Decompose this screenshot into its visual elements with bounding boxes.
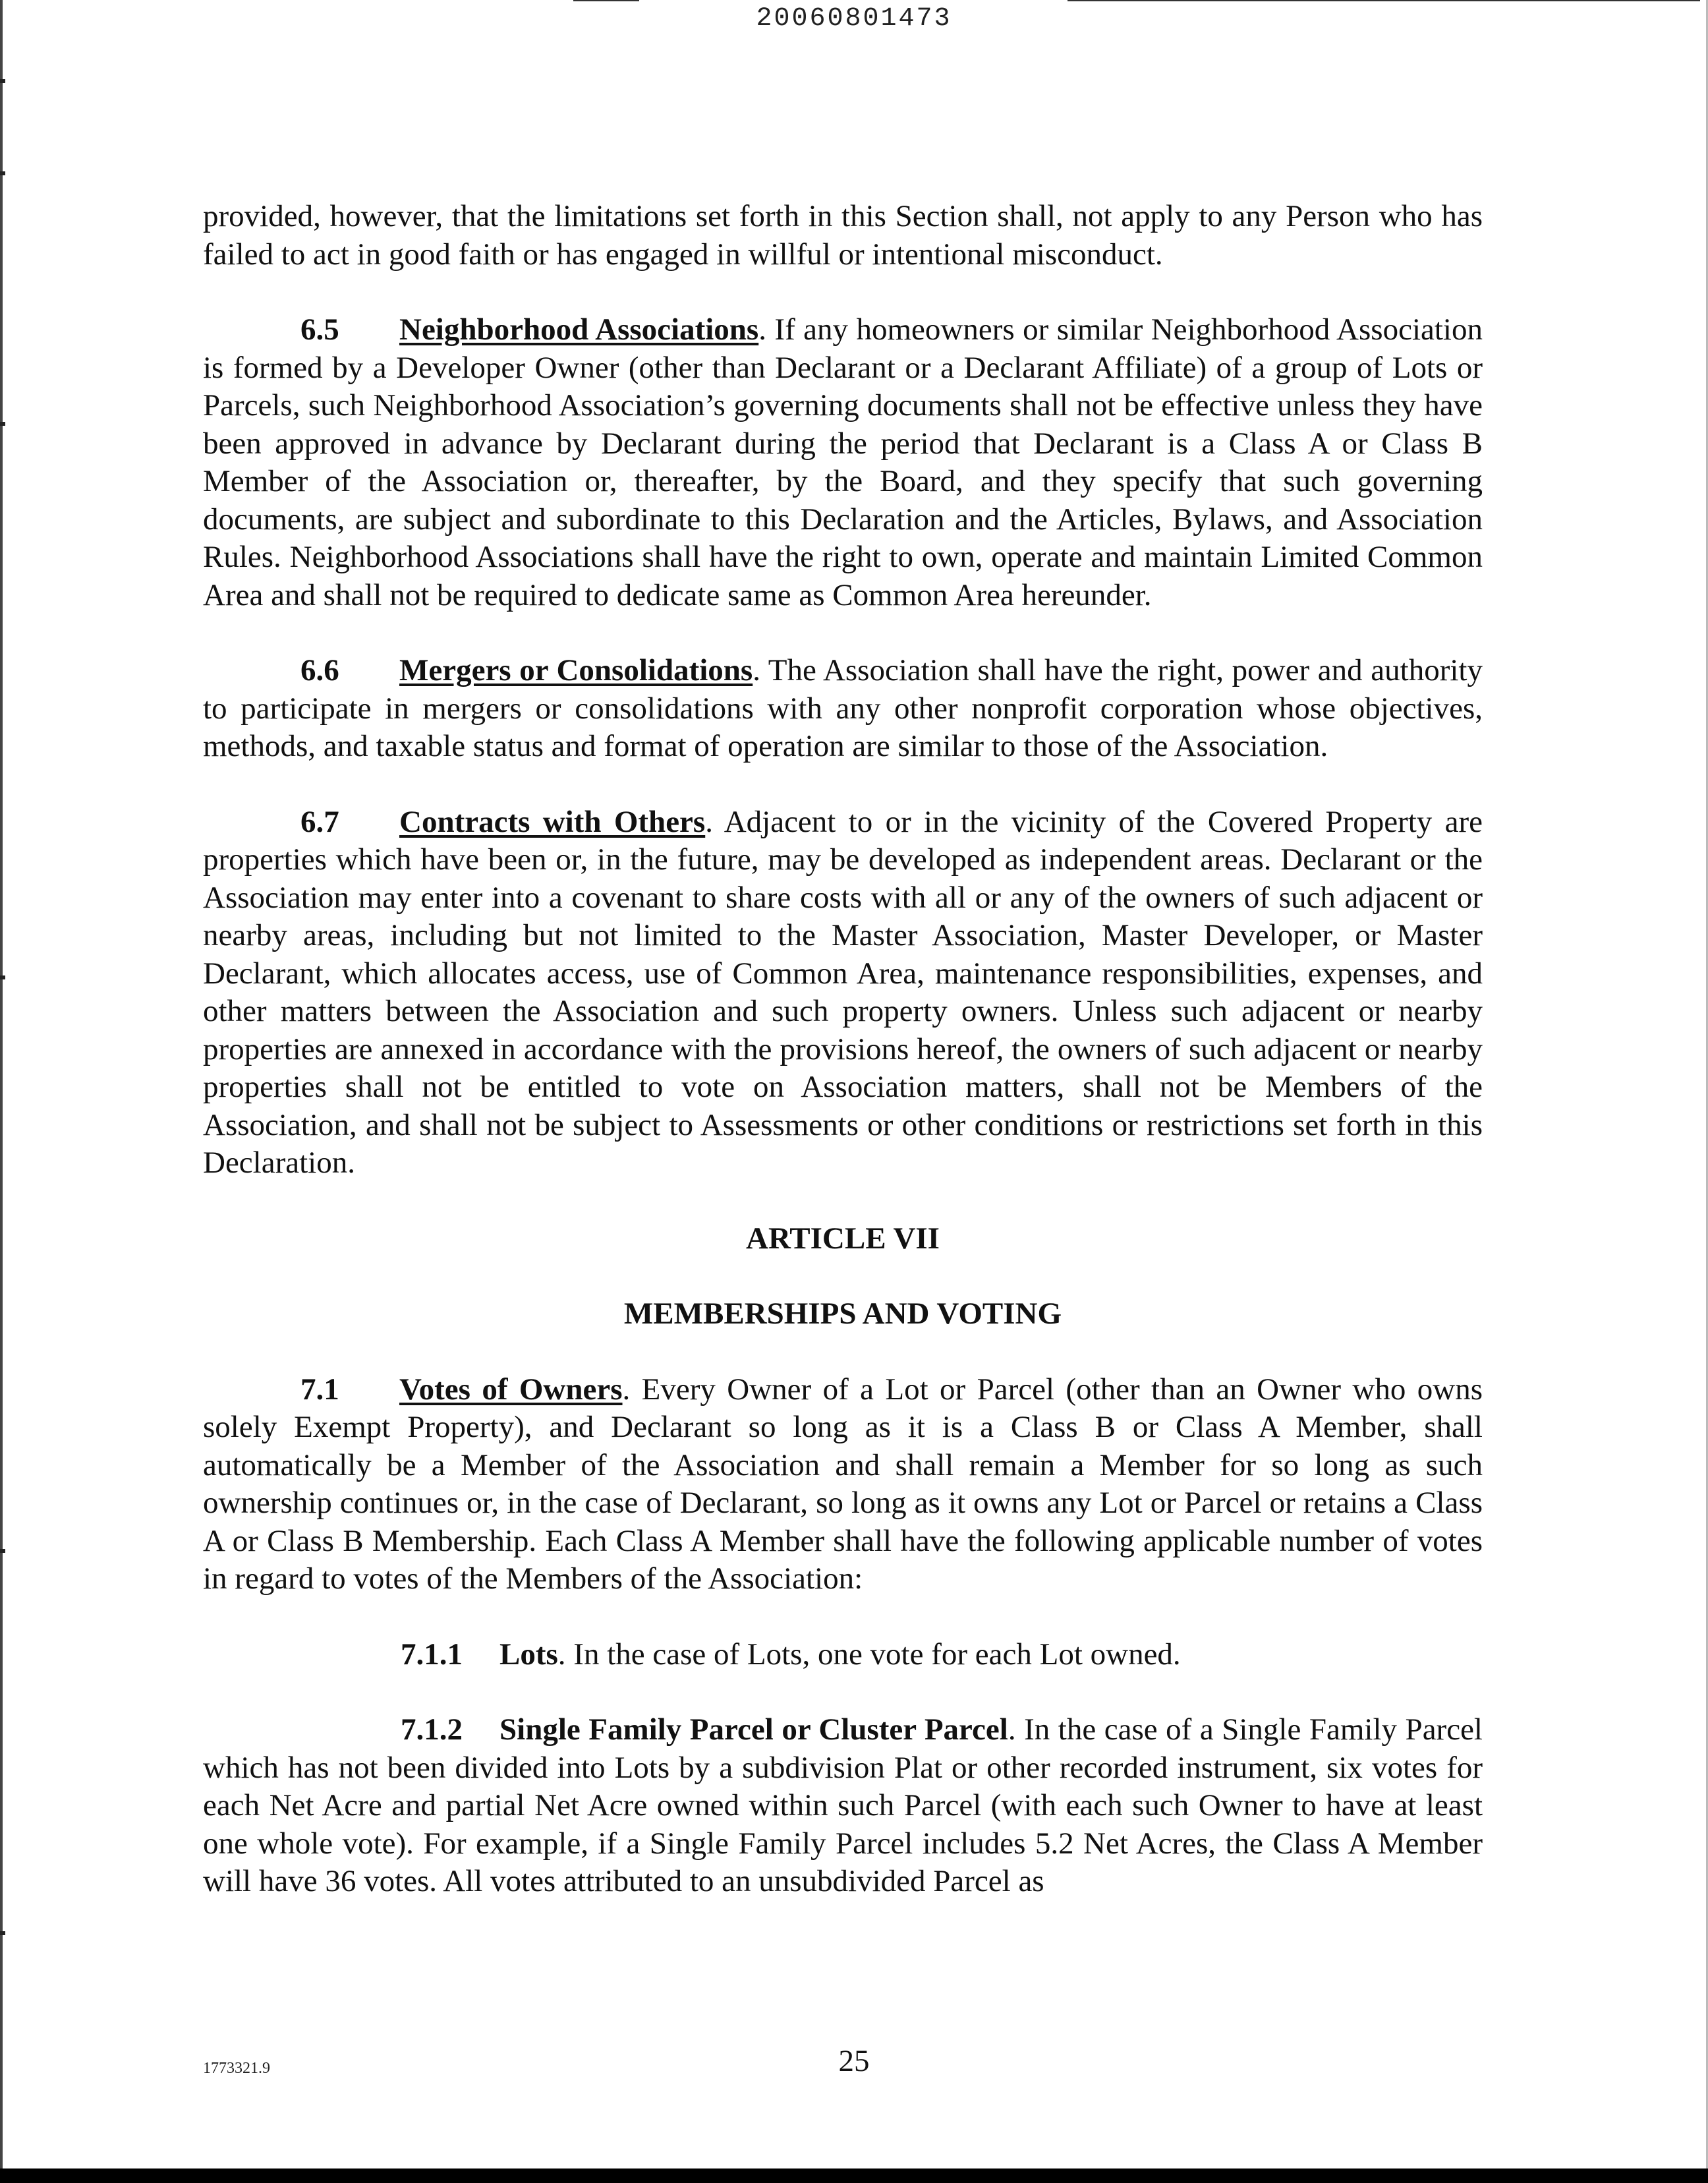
section-title: Mergers or Consolidations [399, 653, 753, 687]
section-body: . The Association shall have the right, power and authority to participate in mergers or consolidations with any other nonprofit corporation whose objectives, methods, and taxable status and format of operation are similar to those of the Association. [203, 653, 1483, 763]
scan-mark [0, 79, 5, 83]
section-7-1-2 [203, 1711, 1483, 1901]
page-number: 25 [838, 2044, 870, 2078]
subsection-number: 7.1.2 [401, 1712, 463, 1747]
section-6-6 [203, 652, 1483, 766]
scan-mark [0, 171, 5, 175]
section-number: 6.7 [300, 804, 339, 839]
recording-number-stamp: 20060801473 [756, 4, 952, 34]
subsection-title: Lots [499, 1637, 558, 1672]
scan-top-line [1068, 0, 1700, 1]
section-number: 6.6 [300, 653, 339, 687]
section-title: Contracts with Others [399, 804, 706, 839]
subsection-number: 7.1.1 [401, 1637, 463, 1672]
section-body: . If any homeowners or similar Neighborhood Association is formed by a Developer Owner (other than Declarant or a Declarant Affiliate) of a group of Lots or Parcels, such Neighborhood Association’s governing documents shall not be effective unless they have been approved in advance by Declarant during the period that Declarant is a Class A or Class B Member of the Association or, thereafter, by the Board, and they specify that such governing documents, are subject and subordinate to this Declaration and the Articles, Bylaws, and Association Rules. Neighborhood Associations shall have the right to own, operate and maintain Limited Common Area and shall not be required to dedicate same as Common Area hereunder. [203, 312, 1483, 612]
intro-paragraph: provided, however, that the limitations set forth in this Section shall, not apply to any Person who has failed to act in good faith or has engaged in willful or intentional misconduct. [203, 199, 1483, 272]
section-body: . Adjacent to or in the vicinity of the Covered Property are properties which have been or, in the future, may be developed as independent areas. Declarant or the Association may enter into a covenant to share costs with all or any of the owners of such adjacent or nearby areas, including but not limited to the Master Association, Master Developer, or Master Declarant, which allocates access, use of Common Area, maintenance responsibilities, expenses, and other matters between the Association and such property owners. Unless such adjacent or nearby properties are annexed in accordance with the provisions hereof, the owners of such adjacent or nearby properties shall not be entitled to vote on Association matters, shall not be Members of the Association, and shall not be subject to Assessments or other conditions or restrictions set forth in this Declaration. [203, 804, 1483, 1180]
section-6-7 [203, 803, 1483, 1182]
scan-mark [0, 1931, 5, 1935]
section-number: 7.1 [300, 1372, 339, 1407]
article-title: MEMBERSHIPS AND VOTING [623, 1296, 1062, 1331]
scan-mark [0, 422, 5, 426]
scan-mark [0, 1549, 5, 1553]
subsection-body: . In the case of a Single Family Parcel which has not been divided into Lots by a subdivision Plat or other recorded instrument, six votes for each Net Acre and partial Net Acre owned within such Parcel (with each such Owner to have at least one whole vote). For example, if a Single Family Parcel includes 5.2 Net Acres, the Class A Member will have 36 votes. All votes attributed to an unsubdivided Parcel as [203, 1712, 1483, 1898]
article-heading: ARTICLE VII [746, 1221, 940, 1256]
document-code: 1773321.9 [203, 2060, 270, 2077]
subsection-body: . In the case of Lots, one vote for each Lot owned. [557, 1637, 1181, 1672]
scan-top-line [573, 0, 639, 1]
section-title: Neighborhood Associations [399, 312, 759, 347]
document-body [203, 198, 1483, 1938]
subsection-title: Single Family Parcel or Cluster Parcel [499, 1712, 1008, 1747]
scan-mark [0, 975, 5, 979]
scan-left-edge [0, 0, 3, 2183]
section-number: 6.5 [300, 312, 339, 347]
section-title: Votes of Owners [399, 1372, 623, 1407]
section-6-5 [203, 311, 1483, 614]
section-7-1 [203, 1371, 1483, 1598]
section-body: . Every Owner of a Lot or Parcel (other than an Owner who owns solely Exempt Property), and Declarant so long as it is a Class B or Class A Member, shall automatically be a Member of the Association and shall remain a Member for so long as such ownership continues or, in the case of Declarant, so long as it owns any Lot or Parcel or retains a Class A or Class B Membership. Each Class A Member shall have the following applicable number of votes in regard to votes of the Members of the Association: [203, 1372, 1483, 1596]
scan-bottom-edge [0, 2168, 1708, 2183]
section-7-1-1 [203, 1636, 1483, 1674]
